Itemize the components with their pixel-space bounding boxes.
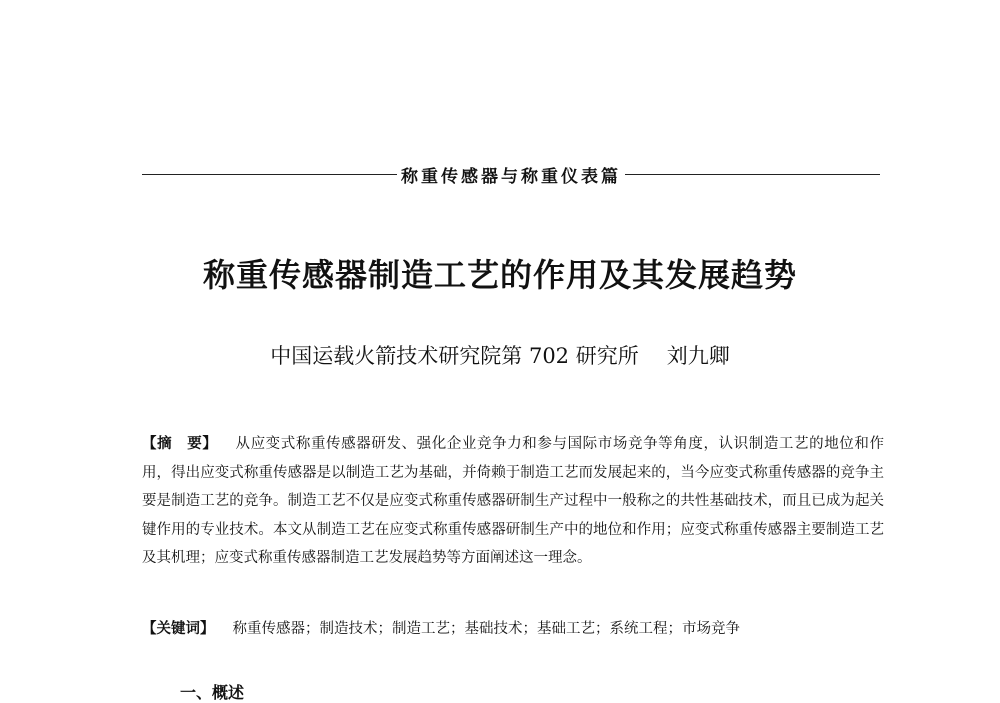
abstract-text: 从应变式称重传感器研发、强化企业竞争力和参与国际市场竞争等角度，认识制造工艺的地位和作用，得出应变式称重传感器是以制造工艺为基础，并倚赖于制造工艺而发展起来的，当今应变式称重传感器的竞争主要是制造工艺的竞争。制造工艺不仅是应变式称重传感器研制生产过程中一般称之的共性基础技术，而且已成为起关键作用的专业技术。本文从制造工艺在应变式称重传感器研制生产中的地位和作用；应变式称重传感器主要制造工艺及其机理；应变式称重传感器制造工艺发展趋势等方面阐述这一理念。 bbox=[142, 436, 885, 566]
keywords bbox=[142, 615, 884, 643]
author-affiliation: 中国运载火箭技术研究院第 702 研究所 bbox=[270, 344, 639, 368]
section-header bbox=[142, 162, 880, 186]
header-rule-right bbox=[625, 174, 880, 175]
keywords-label: 【关键词】 bbox=[142, 621, 215, 637]
section-heading-overview: 一、概述 bbox=[180, 683, 245, 702]
abstract bbox=[142, 430, 884, 573]
abstract-label: 【摘 要】 bbox=[142, 436, 218, 452]
paper-title: 称重传感器制造工艺的作用及其发展趋势 bbox=[202, 256, 797, 294]
header-rule-left bbox=[142, 174, 397, 175]
keywords-text: 称重传感器；制造技术；制造工艺；基础技术；基础工艺；系统工程；市场竞争 bbox=[232, 621, 740, 637]
section-header-label: 称重传感器与称重仪表篇 bbox=[401, 166, 621, 187]
author-byline bbox=[0, 340, 1000, 370]
author-name: 刘九卿 bbox=[666, 344, 730, 368]
